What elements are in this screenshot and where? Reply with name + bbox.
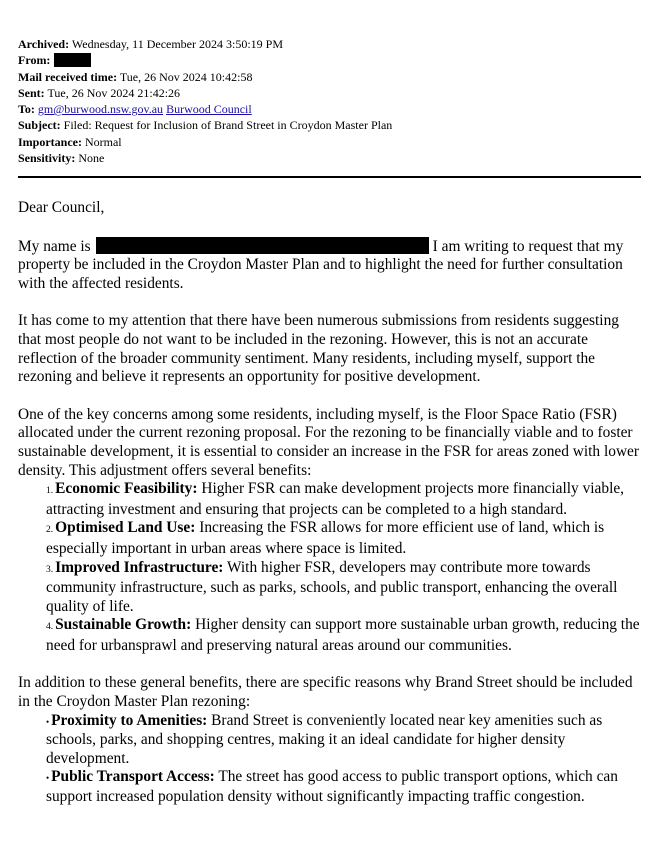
to-label: To: (18, 102, 35, 117)
benefit-title: Improved Infrastructure: (55, 558, 224, 576)
benefit-title: Optimised Land Use: (55, 519, 196, 537)
reasons-list (18, 712, 644, 807)
benefits-list (18, 480, 644, 655)
mail-received-row (18, 69, 640, 85)
benefit-number: 1. (46, 486, 54, 497)
letter-body (18, 199, 644, 807)
subject-label: Subject: (18, 118, 61, 133)
paragraph-brand-street: In addition to these general benefits, there are specific reasons why Brand Street should be included in the Croydon Master Plan rezoning: (18, 674, 633, 711)
benefit-item (18, 559, 644, 617)
redacted-name (96, 237, 429, 254)
benefit-item (18, 616, 644, 655)
bullet-icon: • (46, 773, 50, 784)
redacted-sender (54, 53, 91, 67)
benefit-number: 2. (46, 525, 54, 536)
benefit-item (18, 519, 644, 558)
subject-value: Filed: Request for Inclusion of Brand Street in Croydon Master Plan (63, 118, 393, 133)
benefit-title: Economic Feasibility: (55, 480, 198, 498)
intro-paragraph (18, 237, 644, 294)
email-header (18, 36, 640, 166)
sent-value: Tue, 26 Nov 2024 21:42:26 (47, 85, 181, 100)
importance-row (18, 134, 640, 150)
mail-received-value: Tue, 26 Nov 2024 10:42:58 (119, 69, 253, 84)
to-email-link[interactable]: gm@burwood.nsw.gov.au (37, 102, 164, 117)
archived-label: Archived: (18, 37, 70, 51)
from-row (18, 52, 640, 68)
reason-text: The street has good access to public transport options, which can support increased population density without significantly impacting traffic congestion. (46, 768, 618, 806)
intro-prefix: My name is (18, 237, 91, 255)
benefit-title: Sustainable Growth: (55, 616, 192, 634)
benefit-number: 4. (46, 622, 54, 633)
archived-row (18, 36, 640, 52)
benefit-text: With higher FSR, developers may contribute more towards community infrastructure, such as parks, schools, and public transport, enhancing the overall quality of life. (46, 558, 618, 615)
reason-title: Public Transport Access: (51, 768, 215, 786)
to-row (18, 101, 640, 117)
bullet-icon: • (46, 716, 50, 727)
mail-received-label: Mail received time: (18, 69, 118, 84)
sensitivity-row (18, 150, 640, 166)
subject-row (18, 117, 640, 133)
from-label: From: (18, 53, 51, 68)
sent-row (18, 85, 640, 101)
greeting: Dear Council, (18, 199, 105, 216)
importance-value: Normal (84, 134, 122, 149)
reason-text: Brand Street is conveniently located near key amenities such as schools, parks, and shopping centres, making it an ideal candidate for higher density development. (46, 711, 603, 767)
sensitivity-value: None (78, 151, 105, 166)
benefit-number: 3. (46, 564, 54, 575)
reason-item (18, 712, 644, 769)
archived-value: Wednesday, 11 December 2024 3:50:19 PM (71, 37, 284, 51)
sensitivity-label: Sensitivity: (18, 151, 76, 166)
reason-title: Proximity to Amenities: (51, 711, 208, 729)
reason-item (18, 768, 644, 806)
paragraph-fsr: One of the key concerns among some residents, including myself, is the Floor Space Ratio (FSR) allocated under the current rezoning proposal. For the rezoning to be financially viable and to foster sustainable development, it is essential to consider an increase in the FSR for areas zoned with lower density. This adjustment offers several benefits: (18, 405, 640, 479)
sent-label: Sent: (18, 85, 45, 100)
paragraph-community-sentiment: It has come to my attention that there have been numerous submissions from residents suggesting that most people do not want to be included in the rezoning. However, this is not an accurate reflection of the broader community sentiment. Many residents, including myself, support the rezoning and believe it represents an opportunity for positive development. (18, 312, 619, 386)
benefit-text: Higher FSR can make development projects more financially viable, attracting investment and ensuring that projects can be completed to a high standard. (46, 480, 625, 518)
benefit-item (18, 480, 644, 519)
intro-suffix: I am writing to request that my property be included in the Croydon Master Plan and to highlight the need for further consultation with the affected residents. (18, 237, 624, 292)
importance-label: Importance: (18, 134, 82, 149)
benefit-text: Higher density can support more sustainable urban growth, reducing the need for urbansprawl and preserving natural areas around our communities. (46, 616, 640, 654)
benefit-text: Increasing the FSR allows for more efficient use of land, which is especially important in urban areas where space is limited. (46, 519, 605, 557)
to-name-link[interactable]: Burwood Council (166, 102, 252, 117)
header-divider (18, 176, 641, 178)
